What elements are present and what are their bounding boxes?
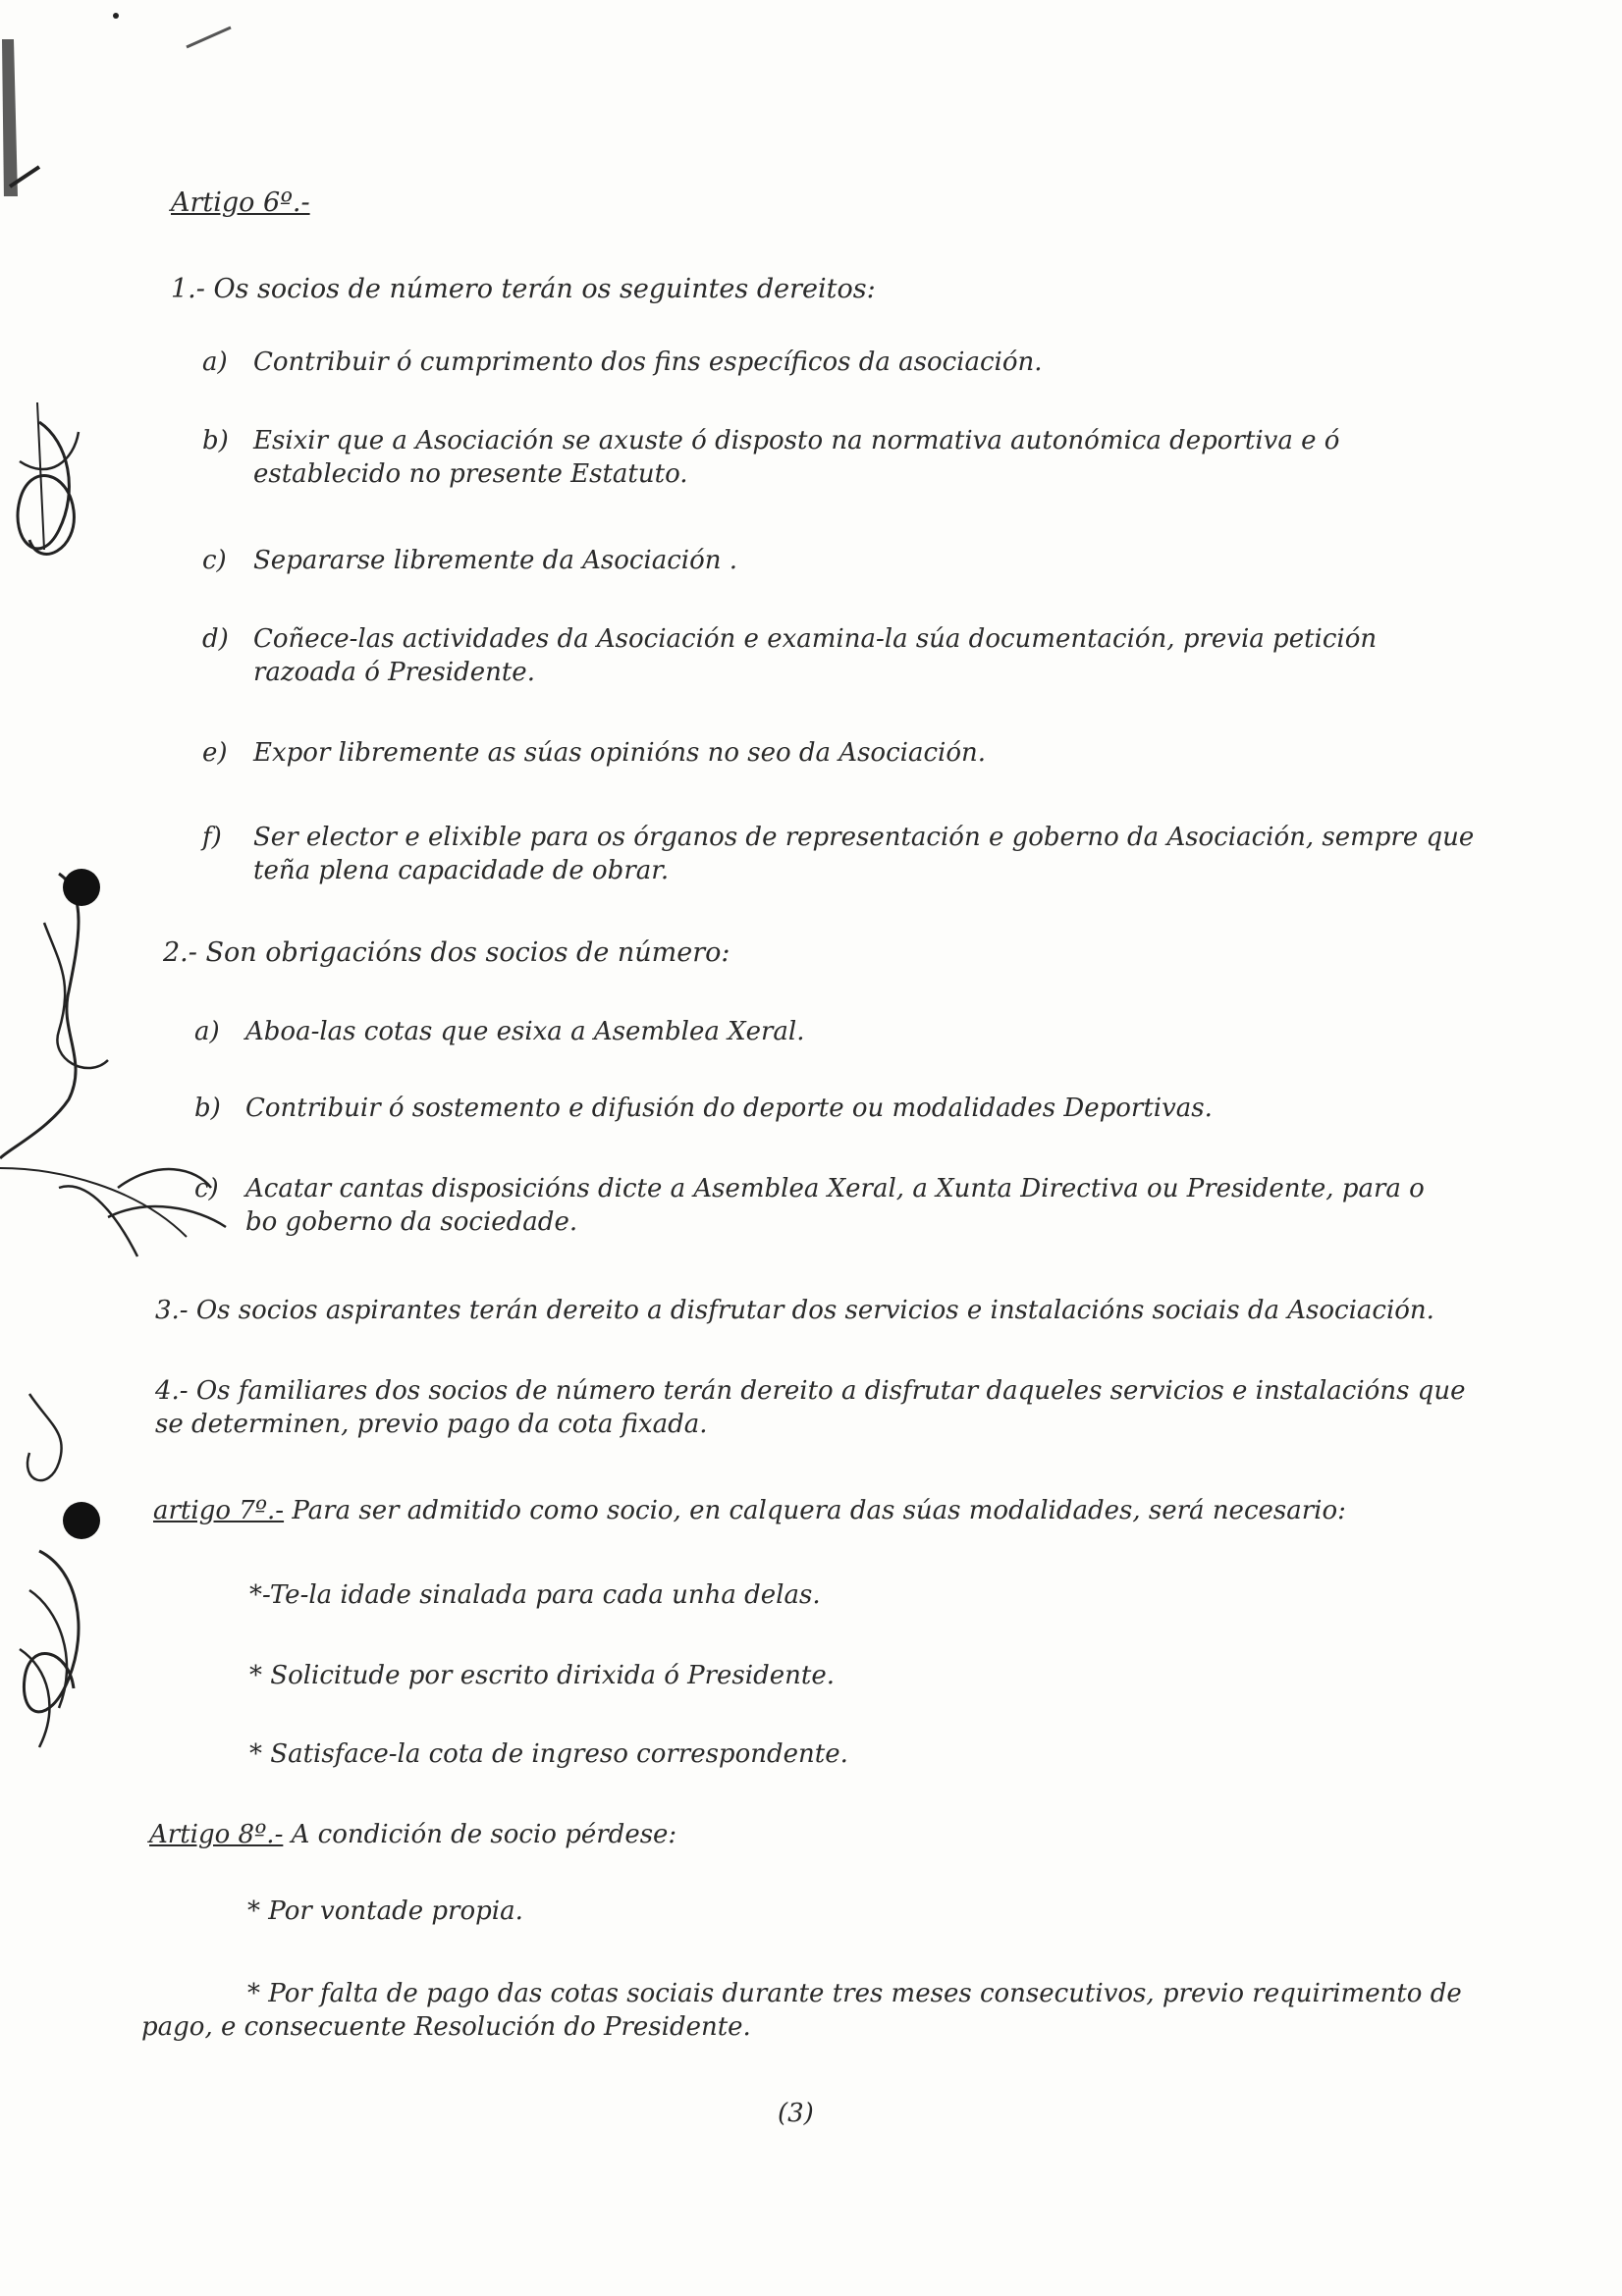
section4-line2: se determinen, previo pago da cota fixada. xyxy=(155,1410,708,1439)
art8-bullet-2 xyxy=(141,1977,1462,2044)
item-mark: f) xyxy=(202,823,222,852)
art6-section3: 3.- Os socios aspirantes terán dereito a disfrutar dos servicios e instalacións sociais da Asociación. xyxy=(155,1296,1434,1325)
art6-item-c xyxy=(202,544,737,577)
item-mark: b) xyxy=(194,1094,221,1123)
item-mark: c) xyxy=(194,1174,219,1203)
item-text-cont: razoada ó Presidente. xyxy=(253,658,535,687)
art7-text: Para ser admitido como socio, en calquera das súas modalidades, será necesario: xyxy=(292,1496,1346,1525)
art6-obl-b xyxy=(194,1092,1213,1125)
art8-bullet-2-line2: pago, e consecuente Resolución do Presidente. xyxy=(141,2012,751,2042)
art7-title: artigo 7º.- xyxy=(153,1496,285,1525)
art8-line xyxy=(149,1818,676,1851)
art6-title-line xyxy=(171,187,310,220)
item-text: Esixir que a Asociación se axuste ó disposto na normativa autonómica deportiva e ó xyxy=(253,426,1340,455)
item-text: Acatar cantas disposicións dicte a Asemblea Xeral, a Xunta Directiva ou Presidente, para o xyxy=(245,1174,1425,1203)
art8-title: Artigo 8º.- xyxy=(149,1820,284,1849)
art6-section2: 2.- Son obrigacións dos socios de número: xyxy=(163,937,730,968)
art7-bullet-3: * Satisface-la cota de ingreso correspondente. xyxy=(249,1739,848,1769)
item-text-cont: bo goberno da sociedade. xyxy=(245,1207,578,1237)
item-text-cont: teña plena capacidade de obrar. xyxy=(253,856,670,885)
art6-item-b xyxy=(202,424,1339,491)
item-mark: d) xyxy=(202,624,229,654)
art6-item-f xyxy=(202,821,1474,887)
item-mark: a) xyxy=(202,347,228,377)
margin-signature-1 xyxy=(0,402,108,815)
item-text: Expor libremente as súas opinións no seo da Asociación. xyxy=(253,738,987,768)
item-text: Coñece-las actividades da Asociación e examina-la súa documentación, previa petición xyxy=(253,624,1378,654)
item-text: Contribuir ó cumprimento dos fins específicos da asociación. xyxy=(253,347,1043,377)
item-text: Aboa-las cotas que esixa a Asemblea Xeral. xyxy=(245,1017,805,1046)
art8-bullet-2-line1: * Por falta de pago das cotas sociais durante tres meses consecutivos, previo requirimento de xyxy=(247,1979,1462,2008)
art6-section4 xyxy=(155,1374,1465,1441)
item-text: Separarse libremente da Asociación . xyxy=(253,546,738,575)
item-mark: b) xyxy=(202,426,229,455)
item-text-cont: establecido no presente Estatuto. xyxy=(253,459,688,489)
art6-item-d xyxy=(202,622,1377,689)
art6-item-e xyxy=(202,736,986,770)
item-text: Contribuir ó sostemento e difusión do deporte ou modalidades Deportivas. xyxy=(245,1094,1213,1123)
punch-hole-2 xyxy=(63,1502,100,1539)
art7-bullet-2: * Solicitude por escrito dirixida ó Presidente. xyxy=(249,1661,835,1690)
art8-text: A condición de socio pérdese: xyxy=(291,1820,677,1849)
item-mark: e) xyxy=(202,738,228,768)
art8-bullet-1: * Por vontade propia. xyxy=(247,1896,523,1926)
scan-mark-top xyxy=(0,0,255,196)
art7-line xyxy=(153,1494,1346,1527)
margin-signature-3 xyxy=(0,1355,108,1787)
art6-section1: 1.- Os socios de número terán os seguintes dereitos: xyxy=(171,274,876,304)
art7-bullet-1: *-Te-la idade sinalada para cada unha delas. xyxy=(249,1580,821,1610)
item-text: Ser elector e elixible para os órganos de representación e goberno da Asociación, sempre que xyxy=(253,823,1475,852)
art6-item-a xyxy=(202,346,1043,379)
art6-obl-a xyxy=(194,1015,805,1048)
item-mark: a) xyxy=(194,1017,220,1046)
art6-obl-c xyxy=(194,1172,1425,1239)
item-mark: c) xyxy=(202,546,227,575)
punch-hole-1 xyxy=(63,869,100,906)
art6-title: Artigo 6º.- xyxy=(171,187,310,218)
page-number: (3) xyxy=(778,2099,814,2128)
section4-line1: 4.- Os familiares dos socios de número terán dereito a disfrutar daqueles servicios e instalacións que xyxy=(155,1376,1466,1406)
